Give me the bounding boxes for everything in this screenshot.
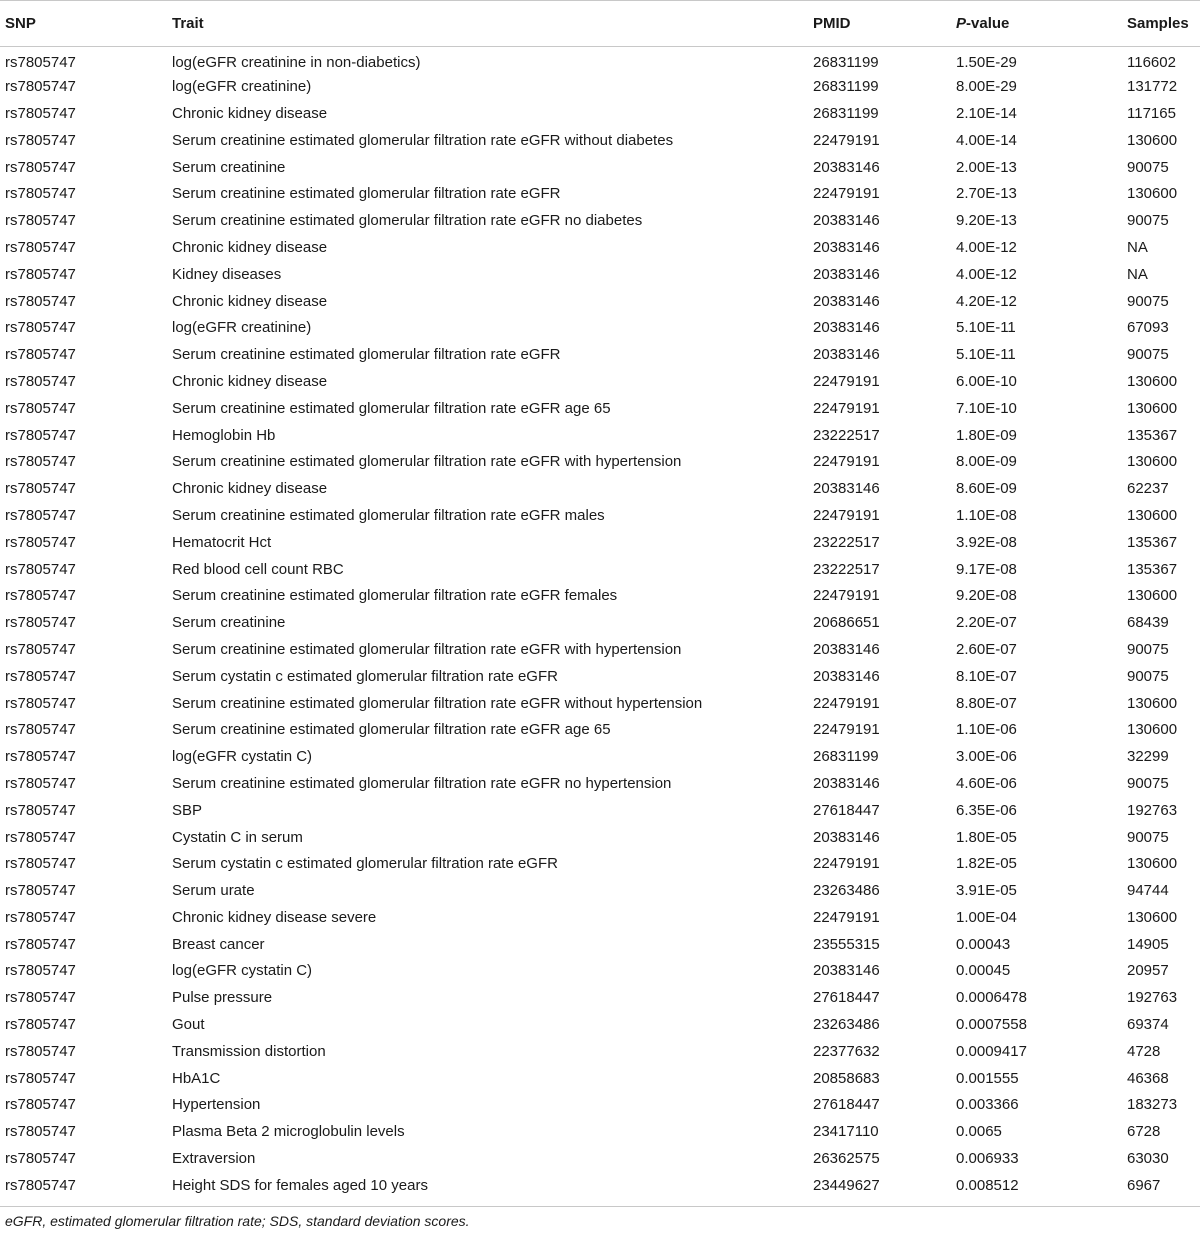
cell-p-value: 2.60E-07 [956,640,1017,658]
cell-p-value: 8.00E-09 [956,453,1017,471]
cell-snp: rs7805747 [5,882,76,900]
cell-snp: rs7805747 [5,667,76,685]
cell-p-value: 4.00E-14 [956,131,1017,149]
cell-samples: 192763 [1127,989,1178,1007]
cell-pmid: 26831199 [813,748,879,766]
cell-snp: rs7805747 [5,104,76,122]
cell-snp: rs7805747 [5,694,76,712]
cell-samples: 130600 [1127,855,1178,873]
cell-pmid: 26831199 [813,53,879,71]
table-row [0,154,1200,181]
cell-samples: 131772 [1127,78,1178,96]
cell-p-value: 7.10E-10 [956,399,1017,417]
cell-snp: rs7805747 [5,53,76,71]
cell-samples: 135367 [1127,426,1178,444]
cell-trait: log(eGFR creatinine) [172,78,312,96]
cell-trait: Height SDS for females aged 10 years [172,1176,428,1194]
cell-trait: Chronic kidney disease [172,480,328,498]
cell-p-value: 3.00E-06 [956,748,1017,766]
cell-pmid: 27618447 [813,1096,880,1114]
cell-pmid: 20383146 [813,667,880,685]
cell-p-value: 1.80E-05 [956,828,1017,846]
cell-snp: rs7805747 [5,1042,76,1060]
cell-snp: rs7805747 [5,426,76,444]
cell-snp: rs7805747 [5,399,76,417]
cell-samples: 130600 [1127,587,1178,605]
cell-p-value: 1.00E-04 [956,908,1017,926]
cell-pmid: 20383146 [813,640,880,658]
cell-pmid: 20383146 [813,212,880,230]
table-row [0,770,1200,797]
cell-p-value: 6.00E-10 [956,372,1017,390]
cell-samples: 90075 [1127,212,1169,230]
cell-samples: 46368 [1127,1069,1169,1087]
cell-pmid: 26831199 [813,104,879,122]
cell-samples: 117165 [1127,104,1176,122]
cell-pmid: 20383146 [813,292,880,310]
cell-snp: rs7805747 [5,614,76,632]
cell-p-value: 0.0009417 [956,1042,1027,1060]
cell-samples: NA [1127,238,1148,256]
table-row [0,127,1200,154]
cell-p-value: 0.00043 [956,935,1011,953]
cell-pmid: 22479191 [813,399,880,417]
cell-trait: log(eGFR cystatin C) [172,748,313,766]
cell-p-value: 0.006933 [956,1150,1019,1168]
cell-p-value: 4.20E-12 [956,292,1017,310]
table-row [0,475,1200,502]
cell-samples: 135367 [1127,560,1178,578]
cell-pmid: 22479191 [813,185,880,203]
table-row [0,743,1200,770]
table-row [0,904,1200,931]
cell-pmid: 23263486 [813,882,880,900]
cell-snp: rs7805747 [5,1069,76,1087]
cell-pmid: 23555315 [813,935,880,953]
cell-trait: Plasma Beta 2 microglobulin levels [172,1123,405,1141]
cell-samples: 130600 [1127,453,1178,471]
cell-trait: Serum creatinine estimated glomerular filtration rate eGFR no hypertension [172,774,672,792]
cell-snp: rs7805747 [5,480,76,498]
cell-snp: rs7805747 [5,292,76,310]
cell-trait: Serum urate [172,882,255,900]
cell-samples: 130600 [1127,399,1178,417]
cell-pmid: 26831199 [813,78,879,96]
cell-samples: 130600 [1127,131,1178,149]
cell-p-value: 1.50E-29 [956,53,1017,71]
cell-trait: Serum creatinine estimated glomerular filtration rate eGFR age 65 [172,399,611,417]
cell-snp: rs7805747 [5,346,76,364]
cell-snp: rs7805747 [5,962,76,980]
cell-pmid: 22479191 [813,721,880,739]
cell-trait: log(eGFR cystatin C) [172,962,313,980]
cell-snp: rs7805747 [5,265,76,283]
cell-snp: rs7805747 [5,506,76,524]
table-row [0,314,1200,341]
cell-snp: rs7805747 [5,453,76,471]
cell-p-value: 6.35E-06 [956,801,1017,819]
table-row [0,1092,1200,1119]
header-p-letter: P [956,15,967,32]
cell-trait: Serum creatinine estimated glomerular filtration rate eGFR with hypertension [172,640,682,658]
cell-pmid: 22479191 [813,908,880,926]
header-snp: SNP [0,1,172,47]
cell-p-value: 5.10E-11 [956,346,1016,364]
cell-p-value: 5.10E-11 [956,319,1016,337]
cell-trait: Chronic kidney disease severe [172,908,377,926]
cell-samples: 94744 [1127,882,1169,900]
cell-snp: rs7805747 [5,721,76,739]
cell-trait: Serum creatinine [172,614,286,632]
cell-trait: Chronic kidney disease [172,372,328,390]
table-row [0,502,1200,529]
cell-pmid: 20383146 [813,158,880,176]
cell-samples: 90075 [1127,667,1169,685]
cell-samples: 67093 [1127,319,1169,337]
cell-pmid: 22479191 [813,372,880,390]
cell-p-value: 0.0006478 [956,989,1027,1007]
cell-snp: rs7805747 [5,828,76,846]
table-row [0,690,1200,717]
cell-samples: 183273 [1127,1096,1178,1114]
table-row [0,824,1200,851]
table-row [0,716,1200,743]
cell-snp: rs7805747 [5,587,76,605]
cell-pmid: 20383146 [813,319,880,337]
table-row [0,73,1200,100]
cell-samples: 130600 [1127,721,1178,739]
cell-trait: Serum creatinine estimated glomerular filtration rate eGFR [172,185,561,203]
cell-samples: 32299 [1127,748,1169,766]
cell-snp: rs7805747 [5,560,76,578]
cell-trait: Transmission distortion [172,1042,326,1060]
cell-pmid: 20383146 [813,962,880,980]
cell-snp: rs7805747 [5,185,76,203]
table-row [0,422,1200,449]
cell-snp: rs7805747 [5,238,76,256]
cell-snp: rs7805747 [5,212,76,230]
cell-p-value: 2.20E-07 [956,614,1017,632]
cell-trait: Serum cystatin c estimated glomerular filtration rate eGFR [172,855,558,873]
table-row [0,100,1200,127]
header-trait: Trait [172,1,813,47]
cell-pmid: 23222517 [813,560,880,578]
cell-snp: rs7805747 [5,1096,76,1114]
cell-samples: 68439 [1127,614,1169,632]
cell-samples: 90075 [1127,158,1169,176]
cell-snp: rs7805747 [5,801,76,819]
table-body [0,47,1200,1199]
cell-trait: Chronic kidney disease [172,104,328,122]
cell-pmid: 20858683 [813,1069,880,1087]
cell-p-value: 1.80E-09 [956,426,1017,444]
cell-pmid: 22479191 [813,131,880,149]
cell-pmid: 20686651 [813,614,880,632]
table-row [0,958,1200,985]
cell-samples: 90075 [1127,774,1169,792]
cell-p-value: 3.91E-05 [956,882,1017,900]
table-row [0,1172,1200,1199]
cell-p-value: 2.70E-13 [956,185,1017,203]
cell-p-value: 0.003366 [956,1096,1019,1114]
cell-samples: 116602 [1127,53,1176,71]
table-row [0,1065,1200,1092]
cell-p-value: 2.10E-14 [956,104,1017,122]
cell-trait: Chronic kidney disease [172,292,328,310]
table-row [0,1118,1200,1145]
cell-snp: rs7805747 [5,774,76,792]
cell-p-value: 8.80E-07 [956,694,1017,712]
cell-trait: Serum creatinine estimated glomerular filtration rate eGFR no diabetes [172,212,643,230]
table-row [0,529,1200,556]
table-row [0,341,1200,368]
header-samples: Samples [1127,1,1200,47]
table-row [0,850,1200,877]
cell-pmid: 20383146 [813,265,880,283]
cell-pmid: 22479191 [813,587,880,605]
cell-trait: Serum creatinine [172,158,286,176]
cell-snp: rs7805747 [5,533,76,551]
cell-snp: rs7805747 [5,1150,76,1168]
cell-pmid: 26362575 [813,1150,880,1168]
cell-samples: 6967 [1127,1176,1161,1194]
cell-pmid: 20383146 [813,774,880,792]
cell-trait: Gout [172,1016,205,1034]
cell-samples: NA [1127,265,1148,283]
cell-snp: rs7805747 [5,855,76,873]
cell-pmid: 22479191 [813,453,880,471]
cell-p-value: 4.00E-12 [956,238,1017,256]
cell-p-value: 8.10E-07 [956,667,1017,685]
cell-p-value: 3.92E-08 [956,533,1017,551]
cell-pmid: 22479191 [813,855,880,873]
cell-trait: Serum creatinine estimated glomerular filtration rate eGFR without hypertension [172,694,703,712]
header-p-suffix: -value [966,15,1010,32]
table-row [0,368,1200,395]
header-row [0,1,1200,47]
cell-samples: 62237 [1127,480,1169,498]
cell-p-value: 2.00E-13 [956,158,1017,176]
cell-pmid: 27618447 [813,989,880,1007]
cell-p-value: 1.82E-05 [956,855,1017,873]
cell-samples: 130600 [1127,185,1178,203]
cell-samples: 20957 [1127,962,1169,980]
cell-samples: 69374 [1127,1016,1169,1034]
cell-trait: Serum creatinine estimated glomerular filtration rate eGFR males [172,506,605,524]
cell-pmid: 27618447 [813,801,880,819]
cell-pmid: 20383146 [813,480,880,498]
cell-pmid: 23263486 [813,1016,880,1034]
table-row [0,984,1200,1011]
table-row [0,609,1200,636]
cell-p-value: 8.60E-09 [956,480,1017,498]
cell-trait: Serum creatinine estimated glomerular filtration rate eGFR with hypertension [172,453,682,471]
cell-pmid: 23449627 [813,1176,880,1194]
cell-pmid: 23222517 [813,426,880,444]
cell-trait: log(eGFR creatinine in non-diabetics) [172,53,421,71]
cell-p-value: 0.0065 [956,1123,1002,1141]
table-row [0,47,1200,74]
cell-samples: 130600 [1127,506,1178,524]
cell-samples: 130600 [1127,694,1178,712]
cell-snp: rs7805747 [5,131,76,149]
cell-pmid: 23417110 [813,1123,879,1141]
cell-p-value: 9.20E-08 [956,587,1017,605]
table-row [0,448,1200,475]
cell-snp: rs7805747 [5,78,76,96]
cell-pmid: 20383146 [813,828,880,846]
cell-samples: 135367 [1127,533,1178,551]
table-bottom-rule [0,1206,1200,1207]
table-row [0,877,1200,904]
cell-snp: rs7805747 [5,935,76,953]
header-pmid: PMID [813,1,956,47]
cell-trait: Serum creatinine estimated glomerular filtration rate eGFR without diabetes [172,131,674,149]
table-row [0,1145,1200,1172]
cell-trait: SBP [172,801,203,819]
cell-p-value: 0.0007558 [956,1016,1027,1034]
table-header [0,1,1200,47]
cell-snp: rs7805747 [5,640,76,658]
cell-pmid: 22377632 [813,1042,880,1060]
table-row [0,395,1200,422]
cell-pmid: 20383146 [813,238,880,256]
cell-trait: Cystatin C in serum [172,828,303,846]
table-row [0,556,1200,583]
cell-trait: Hemoglobin Hb [172,426,276,444]
cell-samples: 14905 [1127,935,1169,953]
cell-snp: rs7805747 [5,158,76,176]
table-row [0,234,1200,261]
cell-trait: Serum creatinine estimated glomerular filtration rate eGFR [172,346,561,364]
cell-p-value: 1.10E-08 [956,506,1017,524]
cell-snp: rs7805747 [5,1123,76,1141]
cell-samples: 130600 [1127,908,1178,926]
cell-samples: 130600 [1127,372,1178,390]
cell-trait: Chronic kidney disease [172,238,328,256]
cell-samples: 6728 [1127,1123,1161,1141]
table-row [0,261,1200,288]
cell-p-value: 0.001555 [956,1069,1019,1087]
cell-p-value: 0.008512 [956,1176,1019,1194]
cell-snp: rs7805747 [5,1176,76,1194]
header-p-value [956,1,1127,47]
cell-trait: Serum creatinine estimated glomerular filtration rate eGFR age 65 [172,721,611,739]
cell-p-value: 9.20E-13 [956,212,1017,230]
table-row [0,797,1200,824]
table-row [0,931,1200,958]
cell-pmid: 22479191 [813,506,880,524]
cell-samples: 90075 [1127,346,1169,364]
table-footnote: eGFR, estimated glomerular filtration rate; SDS, standard deviation scores. [5,1213,470,1229]
cell-samples: 63030 [1127,1150,1169,1168]
cell-trait: Hypertension [172,1096,261,1114]
cell-snp: rs7805747 [5,372,76,390]
cell-samples: 90075 [1127,640,1169,658]
cell-trait: Pulse pressure [172,989,273,1007]
cell-p-value: 0.00045 [956,962,1011,980]
cell-snp: rs7805747 [5,908,76,926]
table-row [0,663,1200,690]
cell-p-value: 9.17E-08 [956,560,1017,578]
table-row [0,582,1200,609]
table-row [0,636,1200,663]
cell-trait: Extraversion [172,1150,256,1168]
table-row [0,180,1200,207]
cell-samples: 90075 [1127,292,1169,310]
cell-p-value: 8.00E-29 [956,78,1017,96]
cell-trait: Breast cancer [172,935,265,953]
cell-p-value: 1.10E-06 [956,721,1017,739]
cell-pmid: 22479191 [813,694,880,712]
cell-samples: 192763 [1127,801,1178,819]
cell-pmid: 20383146 [813,346,880,364]
cell-samples: 4728 [1127,1042,1161,1060]
cell-trait: Serum creatinine estimated glomerular filtration rate eGFR females [172,587,618,605]
cell-snp: rs7805747 [5,748,76,766]
cell-snp: rs7805747 [5,1016,76,1034]
cell-trait: Kidney diseases [172,265,282,283]
cell-trait: Hematocrit Hct [172,533,272,551]
table-row [0,288,1200,315]
cell-pmid: 23222517 [813,533,880,551]
cell-trait: HbA1C [172,1069,221,1087]
table-row [0,1038,1200,1065]
cell-trait: Serum cystatin c estimated glomerular filtration rate eGFR [172,667,558,685]
cell-p-value: 4.00E-12 [956,265,1017,283]
cell-trait: log(eGFR creatinine) [172,319,312,337]
table-row [0,1011,1200,1038]
cell-trait: Red blood cell count RBC [172,560,344,578]
cell-snp: rs7805747 [5,319,76,337]
cell-snp: rs7805747 [5,989,76,1007]
cell-p-value: 4.60E-06 [956,774,1017,792]
table-row [0,207,1200,234]
cell-samples: 90075 [1127,828,1169,846]
